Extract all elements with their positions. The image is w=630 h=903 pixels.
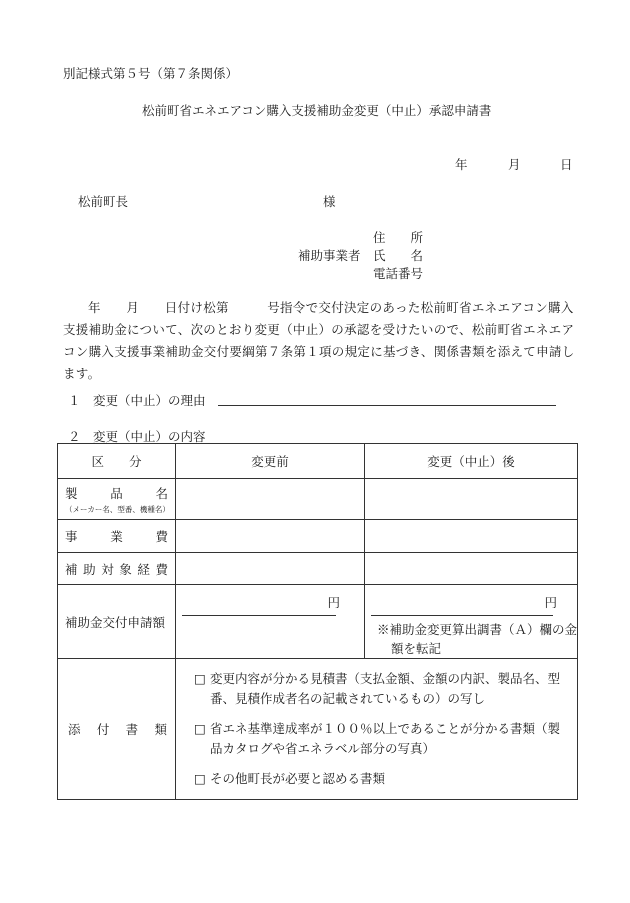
body-paragraph: 年 月 日付け松第 号指令で交付決定のあった松前町省エネエアコン購入支援補助金について、次のとおり変更（中止）の承認を受けたいので、松前町省エネエアコン購入支援事業補助金交付要綱第７条第１項の規定に基づき、関係書類を添えて申請します。 <box>63 300 575 381</box>
eligible-cost-before-cell[interactable] <box>176 553 365 585</box>
product-after-cell[interactable] <box>365 479 578 520</box>
grant-note: ※補助金変更算出調書（Ａ）欄の金額を転記 <box>377 622 578 656</box>
header-before: 変更前 <box>176 444 365 479</box>
product-label: 製 品 名 <box>65 485 168 501</box>
address-label: 住 所 <box>373 230 424 245</box>
date-day-label: 日 <box>560 157 573 172</box>
applicant-role: 補助事業者 <box>298 248 361 263</box>
page-title: 松前町省エネエアコン購入支援補助金変更（中止）承認申請書 <box>142 103 492 118</box>
checkbox-icon[interactable]: □ <box>194 671 206 686</box>
name-label: 氏 名 <box>373 248 424 263</box>
project-cost-after-cell[interactable] <box>365 520 578 553</box>
product-label-cell <box>58 479 176 520</box>
attachment-item-text: 変更内容が分かる見積書（支払金額、金額の内訳、製品名、型番、見積作成者名の記載されているもの）の写し <box>210 671 561 706</box>
grant-before-yen: 円 <box>327 595 340 610</box>
table-row-grant-amount <box>58 585 578 659</box>
project-cost-label: 事 業 費 <box>65 529 168 544</box>
grant-after-cell[interactable] <box>365 585 578 659</box>
phone-label: 電話番号 <box>373 266 424 281</box>
attachment-item <box>184 719 569 759</box>
change-content-table <box>57 443 578 800</box>
grant-before-line[interactable] <box>182 591 340 616</box>
grant-after-line[interactable] <box>371 591 557 616</box>
addressee-honorific: 様 <box>323 194 336 209</box>
grant-after-yen: 円 <box>544 595 557 610</box>
form-number: 別記様式第５号（第７条関係） <box>63 66 239 81</box>
table-row-eligible-cost <box>58 553 578 585</box>
section2-label: ２ 変更（中止）の内容 <box>68 429 206 444</box>
attachment-item-text: 省エネ基準達成率が１００％以上であることが分かる書類（製品カタログや省エネラベル部分の写真） <box>210 721 561 756</box>
checkbox-icon[interactable]: □ <box>194 721 206 736</box>
project-cost-before-cell[interactable] <box>176 520 365 553</box>
table-row-attachments <box>58 659 578 800</box>
section1-label: １ 変更（中止）の理由 <box>68 393 206 408</box>
checkbox-icon[interactable]: □ <box>194 771 206 786</box>
table-row-project-cost <box>58 520 578 553</box>
table-header-row <box>58 444 578 479</box>
attachment-item <box>184 669 569 709</box>
reason-field[interactable] <box>218 390 556 406</box>
attachment-item <box>184 769 569 789</box>
header-category: 区 分 <box>58 444 176 479</box>
attachments-label: 添 付 書 類 <box>68 722 167 737</box>
table-row-product <box>58 479 578 520</box>
product-sublabel: （メーカー名、型番、機種名） <box>65 504 170 514</box>
eligible-cost-after-cell[interactable] <box>365 553 578 585</box>
header-after: 変更（中止）後 <box>365 444 578 479</box>
grant-before-cell[interactable] <box>176 585 365 659</box>
attachments-list-cell <box>176 659 578 800</box>
grant-amount-label: 補助金交付申請額 <box>58 585 176 659</box>
attachment-item-text: その他町長が必要と認める書類 <box>210 771 386 786</box>
date-year-label: 年 <box>455 157 468 172</box>
date-month-label: 月 <box>508 157 521 172</box>
addressee-name: 松前町長 <box>78 194 129 209</box>
project-cost-label-cell <box>58 520 176 553</box>
product-before-cell[interactable] <box>176 479 365 520</box>
eligible-cost-label-cell <box>58 553 176 585</box>
eligible-cost-label: 補 助 対 象 経 費 <box>65 561 168 577</box>
attachments-label-cell <box>58 659 176 800</box>
